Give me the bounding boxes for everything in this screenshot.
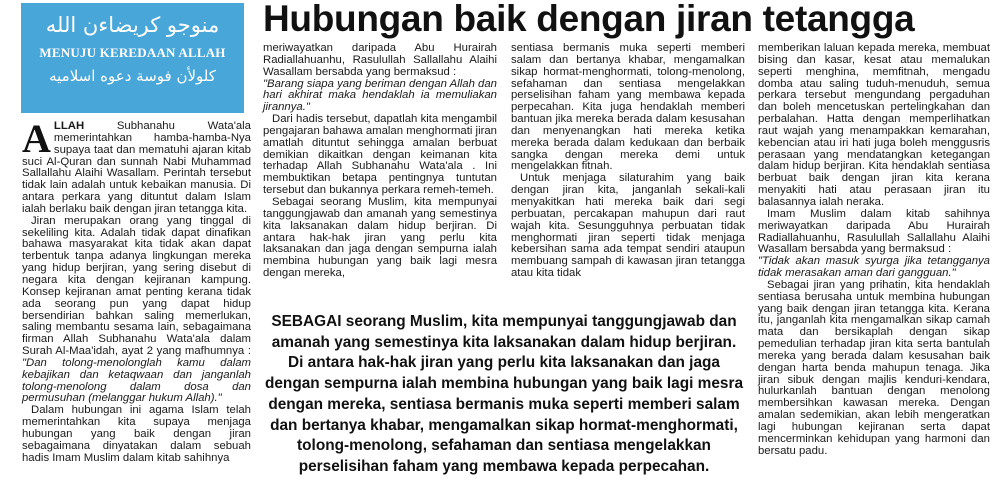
quote-text: "Barang siapa yang beriman dengan Allah dan hari akhirat maka hendaklah ia memuliakan jirannya." [263,77,497,114]
pull-quote: SEBAGAI seorang Muslim, kita mempunyai tanggungjawab dan amanah yang semestinya kita laksanakan dalam hidup berjiran. Di antara hak-hak jiran yang perlu kita laksanakan dan jaga dengan sempurna ialah membina hubungan yang baik lagi mesra dengan mereka, sentiasa bermanis muka seperti memberi salam dan bertanya khabar, mengamalkan sikap hormat-menghormati, tolong-menolong, sefahaman dan sentiasa mengelakkan perselisihan faham yang membawa kepada perpecahan. [264,313,744,475]
logo-arabic-subtitle: كلولأن فوسة دعوه اسلاميه [49,67,216,85]
logo-english-title: MENUJU KEREDAAN ALLAH [39,45,226,60]
column-logo [21,3,244,113]
paragraph: memberikan laluan kepada mereka, membuat bising dan kasar, kesat atau memalukan seperti menghina, memfitnah, mengadu domba atau saling tuduh-menuduh, semua perkara tersebut mengundang pergaduhan dan boleh mencetuskan pertelingkahan dan perbalahan. Hatta dengan memperlihatkan raut wajah yang menampakkan kemarahan, kebencian atau iri hati juga boleh menggusris perasaan yang mendatangkan ketegangan dalam hidup berjiran. Kita hendaklah sentiasa berbuat baik dengan jiran kita kerana menyakiti hati atau perasaan jiran itu balasannya ialah neraka. [758,42,990,208]
paragraph: Sebagai seorang Muslim, kita mempunyai tanggungjawab dan amanah yang semestinya kita laksanakan dalam hidup berjiran. Di antara hak-hak jiran yang perlu kita laksanakan dan jaga dengan sempurna ialah membina hubungan yang baik lagi mesra dengan mereka, [263,195,497,280]
paragraph [22,116,251,216]
article-column-2 [263,43,497,280]
paragraph: Imam Muslim dalam kitab sahihnya meriwayatkan daripada Abu Hurairah Radiallahuanhu, Rasulullah Sallallahu Alaihi Wasallam bersabda yang bermaksud : [758,207,990,256]
paragraph: Untuk menjaga silaturahim yang baik dengan jiran kita, janganlah sekali-kali menyakitkan hati mereka baik dari segi perbuatan, percakapan mahupun dari raut wajah kita. Sesungguhnya perbuatan tidak menghormati jiran seperti tidak menjaga kebersihan sama ada tempat sendiri ataupun membuang sampah di kawasan jiran tetangga atau kita tidak [511,172,745,280]
logo-arabic-title: منوجو كريضاءن الله [45,13,220,37]
article-headline: Hubungan baik dengan jiran tetangga [263,0,915,39]
article-column-3 [511,43,745,280]
drop-cap: A [22,116,51,161]
paragraph: Dari hadis tersebut, dapatlah kita mengambil pengajaran bahawa amalan menghormati jiran amatlah dituntut sehingga amalan berbuat demikian dikaitkan dengan keimanan kita terhadap Allah Subhanahu Wata'ala . Ini membuktikan betapa pentingnya tuntutan tersebut dan bukannya perkara remeh-temeh. [263,113,497,197]
paragraph [22,216,251,406]
paragraph: Sebagai jiran yang prihatin, kita hendaklah sentiasa berusaha untuk membina hubungan yang baik dengan jiran tetangga kita. Kerana itu, janganlah kita mengamalkan sikap camah mata dan bersikaplah dengan sikap pemedulian terhadap jiran kita serta bantulah mereka yang berada dalam kesusahan baik dengan harta benda mahupun tenaga. Jika jiran sibuk dengan majlis kenduri-kendara, hulurkanlah bantuan dengan menolong membersihkan kawasan mereka. Dengan amalan sedemikian, akan lebih mengeratkan lagi hubungan kejiranan serta dapat mencerminkan kehidupan yang harmoni dan bersatu padu. [758,278,990,457]
article-column-4 [758,43,990,458]
article-column-1 [22,116,251,464]
paragraph-text: Subhanahu Wata'ala memerintahkan hamba-hamba-Nya supaya taat dan mematuhi ajaran kitab suci Al-Quran dan sunnah Nabi Muhammad Sallallahu Alaihi Wasallam. Perintah tersebut tidak lain adalah untuk kebaikan manusia. Di antara perkara yang dituntut dalam Islam ialah berlaku baik dengan jiran tetangga kita. [22,120,251,215]
paragraph: meriwayatkan daripada Abu Hurairah Radiallahuanhu, Rasulullah Sallallahu Alaihi Wasallam bersabda yang bermaksud : [263,42,497,78]
paragraph: sentiasa bermanis muka seperti memberi salam dan bertanya khabar, mengamalkan sikap hormat-menghormati, tolong-menolong, sefahaman dan sentiasa mengelakkan perselisihan faham yang membawa kepada perpecahan. Kita juga hendaklah memberi bantuan jika mereka berada dalam kesusahan dan menyenangkan hati mereka ketika mereka berada dalam kedukaan dan berbaik sangka dengan mereka demi untuk mengelakkan fitnah. [511,42,745,173]
quote-text: "Dan tolong-menolonglah kamu dalam kebajikan dan ketaqwaan dan janganlah tolong-menolong dalam dosa dan permusuhan (melanggar hukum Allah)." [22,356,251,405]
paragraph: Dalam hubungan ini agama Islam telah memerintahkan kita supaya menjaga hubungan yang baik dengan jiran sebagaimana dinyatakan dalam sebuah hadis Imam Muslim dalam kitab sahihnya [22,404,251,464]
quote-text: "Tidak akan masuk syurga jika tetangganya tidak merasakan aman dari gangguan." [758,255,990,280]
paragraph-text: Jiran merupakan orang yang tinggal di sekeliling kita. Adalah tidak dapat dinafikan bahawa masyarakat kita tidak akan dapat terbentuk tanpa adanya lingkungan mereka yang hidup berjiran, yang sering disebut di negara kita dengan kejiranan kampung. Konsep kejiranan amat penting kerana tidak ada seorang pun yang dapat hidup bersendirian bahkan saling memerlukan, saling membantu sesama lain, sebagaimana firman Allah Subhanahu Wata'ala dalam Surah Al-Maa'idah, ayat 2 yang mafhumnya : [22,214,251,358]
lead-word: LLAH [53,120,85,132]
